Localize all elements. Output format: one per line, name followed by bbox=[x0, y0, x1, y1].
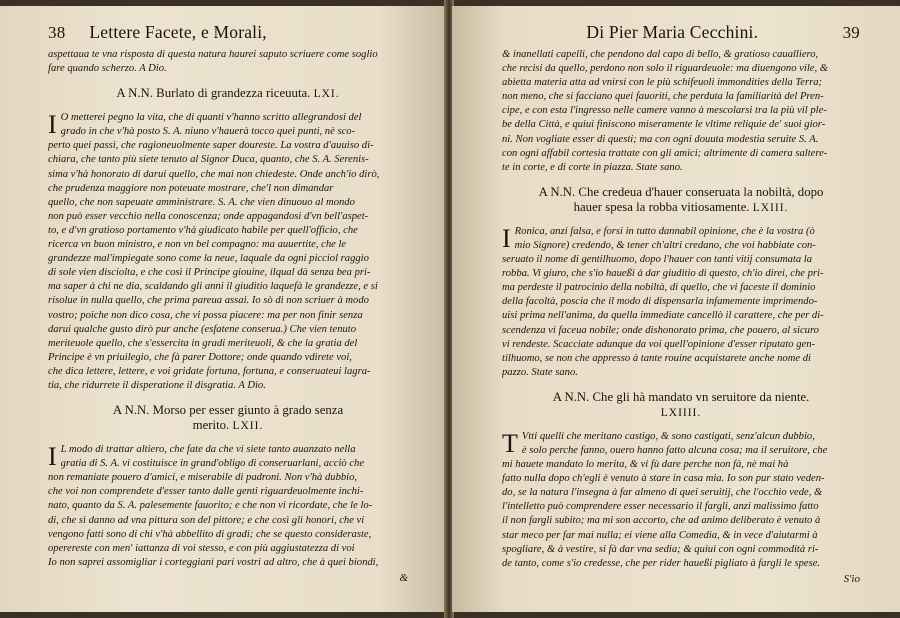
text-line: nato, quanto da S. A. palesemente fauorito; e che non vi ricordate, che le lo- bbox=[48, 500, 373, 512]
text-line: l'intelletto può comprendere esser necessario il fargli, anzi malissimo fatto bbox=[502, 501, 819, 513]
letter-text bbox=[48, 443, 408, 570]
text-line: be della Città, e quiui finiscono miseramente le vltime reliquie de' suoi gior- bbox=[502, 119, 826, 131]
text-line: vi rendeste. Scacciate adunque da voi quell'opinione d'esser riputato gen- bbox=[502, 338, 816, 350]
text-line: do, se la natura l'insegna à far almeno di quei seruitij, che l'occhio vede, & bbox=[502, 487, 823, 499]
letter-number: LXIIII. bbox=[660, 406, 702, 419]
letter-title: A N.N. Morso per esser giunto à grado senza bbox=[112, 403, 344, 418]
text-line: Ronica, anzi falsa, e forsi in tutto dannabil opinione, che è la vostra (ò bbox=[514, 225, 815, 237]
text-line: spogliare, & à vestire, si fà dar vna sedia; & quiui con ogni commodità ri- bbox=[502, 543, 819, 555]
text-line: che voi non comprendete d'esser tanto dalle genti riguardeuolmente inchi- bbox=[48, 486, 364, 498]
text-line: mi hauete mandato lo merita, & vi fù dare perche non fà, nè mai hà bbox=[502, 459, 789, 471]
text-line: fatto nulla dopo ch'egli è venuto à stare in casa mia. Io son pur stato veden- bbox=[502, 473, 825, 485]
text-line: ni. Non vogliate esser di questi; ma con ogni douuta modestia seruite S. A. bbox=[502, 133, 819, 145]
text-line: quello, che non sapeuate amministrare. S. A. che vien dinuouo al mondo bbox=[48, 196, 355, 208]
text-line: grado in che v'hà posto S. A. niuno v'hauerà tocco quei punti, nè sco- bbox=[60, 126, 356, 138]
text-line: il non fargli subito; ma mi son accorto, che ad animo deliberato è venuto à bbox=[502, 515, 821, 527]
text-line: perto quei passi, che ragioneuolmente saper doureste. La vostra d'auuiso di- bbox=[48, 140, 374, 152]
text-line: della facoltà, poscia che il modo di dispensarla infamemente imprimendo- bbox=[502, 296, 818, 308]
letter-title-continued: merito. bbox=[192, 418, 230, 433]
drop-cap: I bbox=[48, 110, 57, 140]
text-line: de tanto, come s'io credesse, che per rider haueßi pigliato à fargli le spese. bbox=[502, 557, 821, 569]
letter-text bbox=[502, 430, 860, 571]
text-line: di, che sì danno ad vna pittura son del pittore; e che così gli honori, che vi bbox=[48, 514, 365, 526]
text-line: ma saper à chi ne dia, scaldando gli anni il giuditio laquefà le grandezze, e si bbox=[48, 281, 378, 293]
text-line: cipe, e con esta l'ingresso nelle camere vanno à mescolarsi tra la più vil ple- bbox=[502, 105, 827, 117]
page-body bbox=[48, 48, 408, 585]
letter-title-continued: hauer spesa la robba vitiosamente. bbox=[573, 199, 750, 214]
text-line: operereste con men' iattanza di voi stesso, e con più aggiustatezza di voi bbox=[48, 542, 355, 554]
letter-title: A N.N. Burlato di grandezza riceuuta. bbox=[116, 86, 311, 101]
text-line: Io non saprei assomigliar i corteggiani pari vostri ad altro, che à quei biondi, bbox=[48, 556, 379, 568]
text-line: to, e d'vn gratioso portamento v'hà giudicato habile per quell'officio, che bbox=[48, 224, 358, 236]
text-line: che dica lettere, lettere, e voi gridate fortuna, fortuna, e conseruateui lagra- bbox=[48, 365, 371, 377]
catchword: & bbox=[399, 571, 408, 584]
text-line: sima v'hà honorato di darui quello, che mai non chiedeste. Onde anch'io dirò, bbox=[48, 168, 380, 180]
text-line: pazzo. State sano. bbox=[502, 366, 578, 378]
text-line: ma perdeste il patrocinio della nobiltà, di quello, che vi faceste il dominio bbox=[502, 282, 816, 294]
letter-heading bbox=[502, 185, 860, 216]
right-page bbox=[452, 6, 900, 612]
letter-text bbox=[48, 111, 408, 393]
running-head bbox=[502, 22, 860, 46]
text-line: O metterei pegno la vita, che di quanti v'hanno scritto allegrandosi del bbox=[60, 112, 362, 124]
text-line: tilhuomo, se non che appresso à tante rouine acquistarete anche nome di bbox=[502, 352, 811, 364]
page-number: 39 bbox=[842, 23, 860, 42]
text-line: seruato il nome di gentilhuomo, dopo l'hauer con tanti vitij consumata la bbox=[502, 254, 813, 266]
text-line: scendenza vi faceua nobile; onde dishonorato prima, che pouero, al sicuro bbox=[502, 324, 819, 336]
drop-cap: I bbox=[48, 442, 57, 472]
letter-heading bbox=[48, 403, 408, 434]
text-line: te in corte, e di corte in piazza. State sano. bbox=[502, 161, 683, 173]
text-line: non meno, che si facciano quei fauoriti, che perduta la familiarità del Pren- bbox=[502, 91, 824, 103]
text-line: meriteuole quello, che s'essercita in gradi meriteuoli, & che la gratia del bbox=[48, 337, 358, 349]
page-number: 38 bbox=[48, 23, 66, 42]
text-line: L modo di trattar altiero, che fate da che vi siete tanto auanzato nella bbox=[60, 444, 356, 456]
text-line: & inanellati capelli, che pendono dal capo di bello, & gratioso caualliero, bbox=[502, 49, 819, 60]
text-line: chiara, che tanto più siete tenuto al Signor Duca, quanto, che S. A. Serenis- bbox=[48, 154, 369, 166]
text-line: che prudenza maggiore non poteuate mostrare, che'l non dimandar bbox=[48, 182, 334, 194]
page-body bbox=[502, 48, 860, 586]
running-title: Lettere Facete, e Morali, bbox=[89, 22, 267, 42]
letter-number: LXIII. bbox=[752, 201, 789, 214]
text-line: non remaniate pouero d'amici, e miserabile di padroni. Non v'hà dubbio, bbox=[48, 472, 358, 484]
letter-title: A N.N. Che credeua d'hauer conseruata la nobiltà, dopo bbox=[538, 184, 824, 199]
text-line: Principe è vn priuilegio, che fà parer Dottore; onde quando vdirete voi, bbox=[48, 351, 352, 363]
left-page bbox=[0, 6, 446, 612]
text-line: abietta materia atta ad vnirsi con le più schifeuoli immondities della Terra; bbox=[502, 77, 823, 89]
text-line: ricerca vn buon ministro, e non vn bel compagno: ma auuertite, che le bbox=[48, 239, 347, 251]
text-line: vengono fatti sono di chi v'hà abbellito di gradi; che se questo consideraste, bbox=[48, 528, 372, 540]
text-line: fare quando scherzo. A Dio. bbox=[48, 63, 167, 75]
text-line: aspettaua te vna risposta di questa natura haurei saputo scriuere come soglio bbox=[48, 49, 378, 60]
letter-heading bbox=[502, 390, 860, 421]
letter-number: LXII. bbox=[232, 420, 264, 433]
text-line: darui qualche gusto dirò pur anche (esfatene conserua.) Che vien tenuto bbox=[48, 323, 357, 335]
text-line: con ogni affabil cortesia trattate con gli amici; altrimente di camera saltere- bbox=[502, 147, 828, 159]
text-line: risolue in nulla quello, che prima pareua assai. Io sò di non scriuer à modo bbox=[48, 295, 369, 307]
text-line: robba. Vi giuro, che s'io haueßi à dar giuditio di questo, ch'io direi, che pri- bbox=[502, 268, 824, 280]
letter-title: A N.N. Che gli hà mandato vn seruitore da niente. bbox=[552, 389, 810, 404]
text-line: tia, che ridurrete il disperatione il disgratia. A Dio. bbox=[48, 379, 266, 391]
letter-text bbox=[502, 225, 860, 380]
text-line: vostro; poiche non dico cosa, che vi possa piacere: ma per non finir senza bbox=[48, 309, 363, 321]
text-line: è solo perche fanno, ouero hanno fatto alcuna cosa; ma il seruitore, che bbox=[521, 444, 828, 456]
catchword: S'io bbox=[843, 572, 860, 585]
text-line: non può esser vecchio nella conoscenza; onde appagandosi d'vn bell'aspet- bbox=[48, 210, 369, 222]
running-head bbox=[48, 22, 408, 46]
text-line: Vtti quelli che meritano castigo, & sono castigati, senz'alcun dubbio, bbox=[521, 430, 815, 442]
text-line: che recisi da quello, perdono non solo il riguardeuole: ma diuengono vile, & bbox=[502, 63, 829, 75]
letter-heading bbox=[48, 86, 408, 102]
text-line: star meco per far mai nulla; ei viene alla Comedia, & in vece d'aiutarmi à bbox=[502, 529, 818, 541]
text-line: uisi prima nell'anima, da quella immediate cancellò il carattere, che per di- bbox=[502, 310, 824, 322]
drop-cap: I bbox=[502, 223, 511, 253]
text-line: di sole vien disciolta, e che così il Principe giouine, ilqual dà senza bea pri- bbox=[48, 267, 371, 279]
running-title: Di Pier Maria Cecchini. bbox=[586, 22, 759, 42]
text-line: gratia di S. A. vi costituisce in grand'obligo di conseruarlani, acciò che bbox=[60, 458, 365, 470]
text-line: mio Signore) credendo, & tener ch'altri credano, che voi habbiate con- bbox=[514, 239, 816, 251]
drop-cap: T bbox=[502, 428, 518, 458]
text-line: grandezze mal'impiegate sono come la neue, laquale da ogni picciol raggio bbox=[48, 253, 369, 265]
letter-number: LXI. bbox=[313, 88, 340, 101]
